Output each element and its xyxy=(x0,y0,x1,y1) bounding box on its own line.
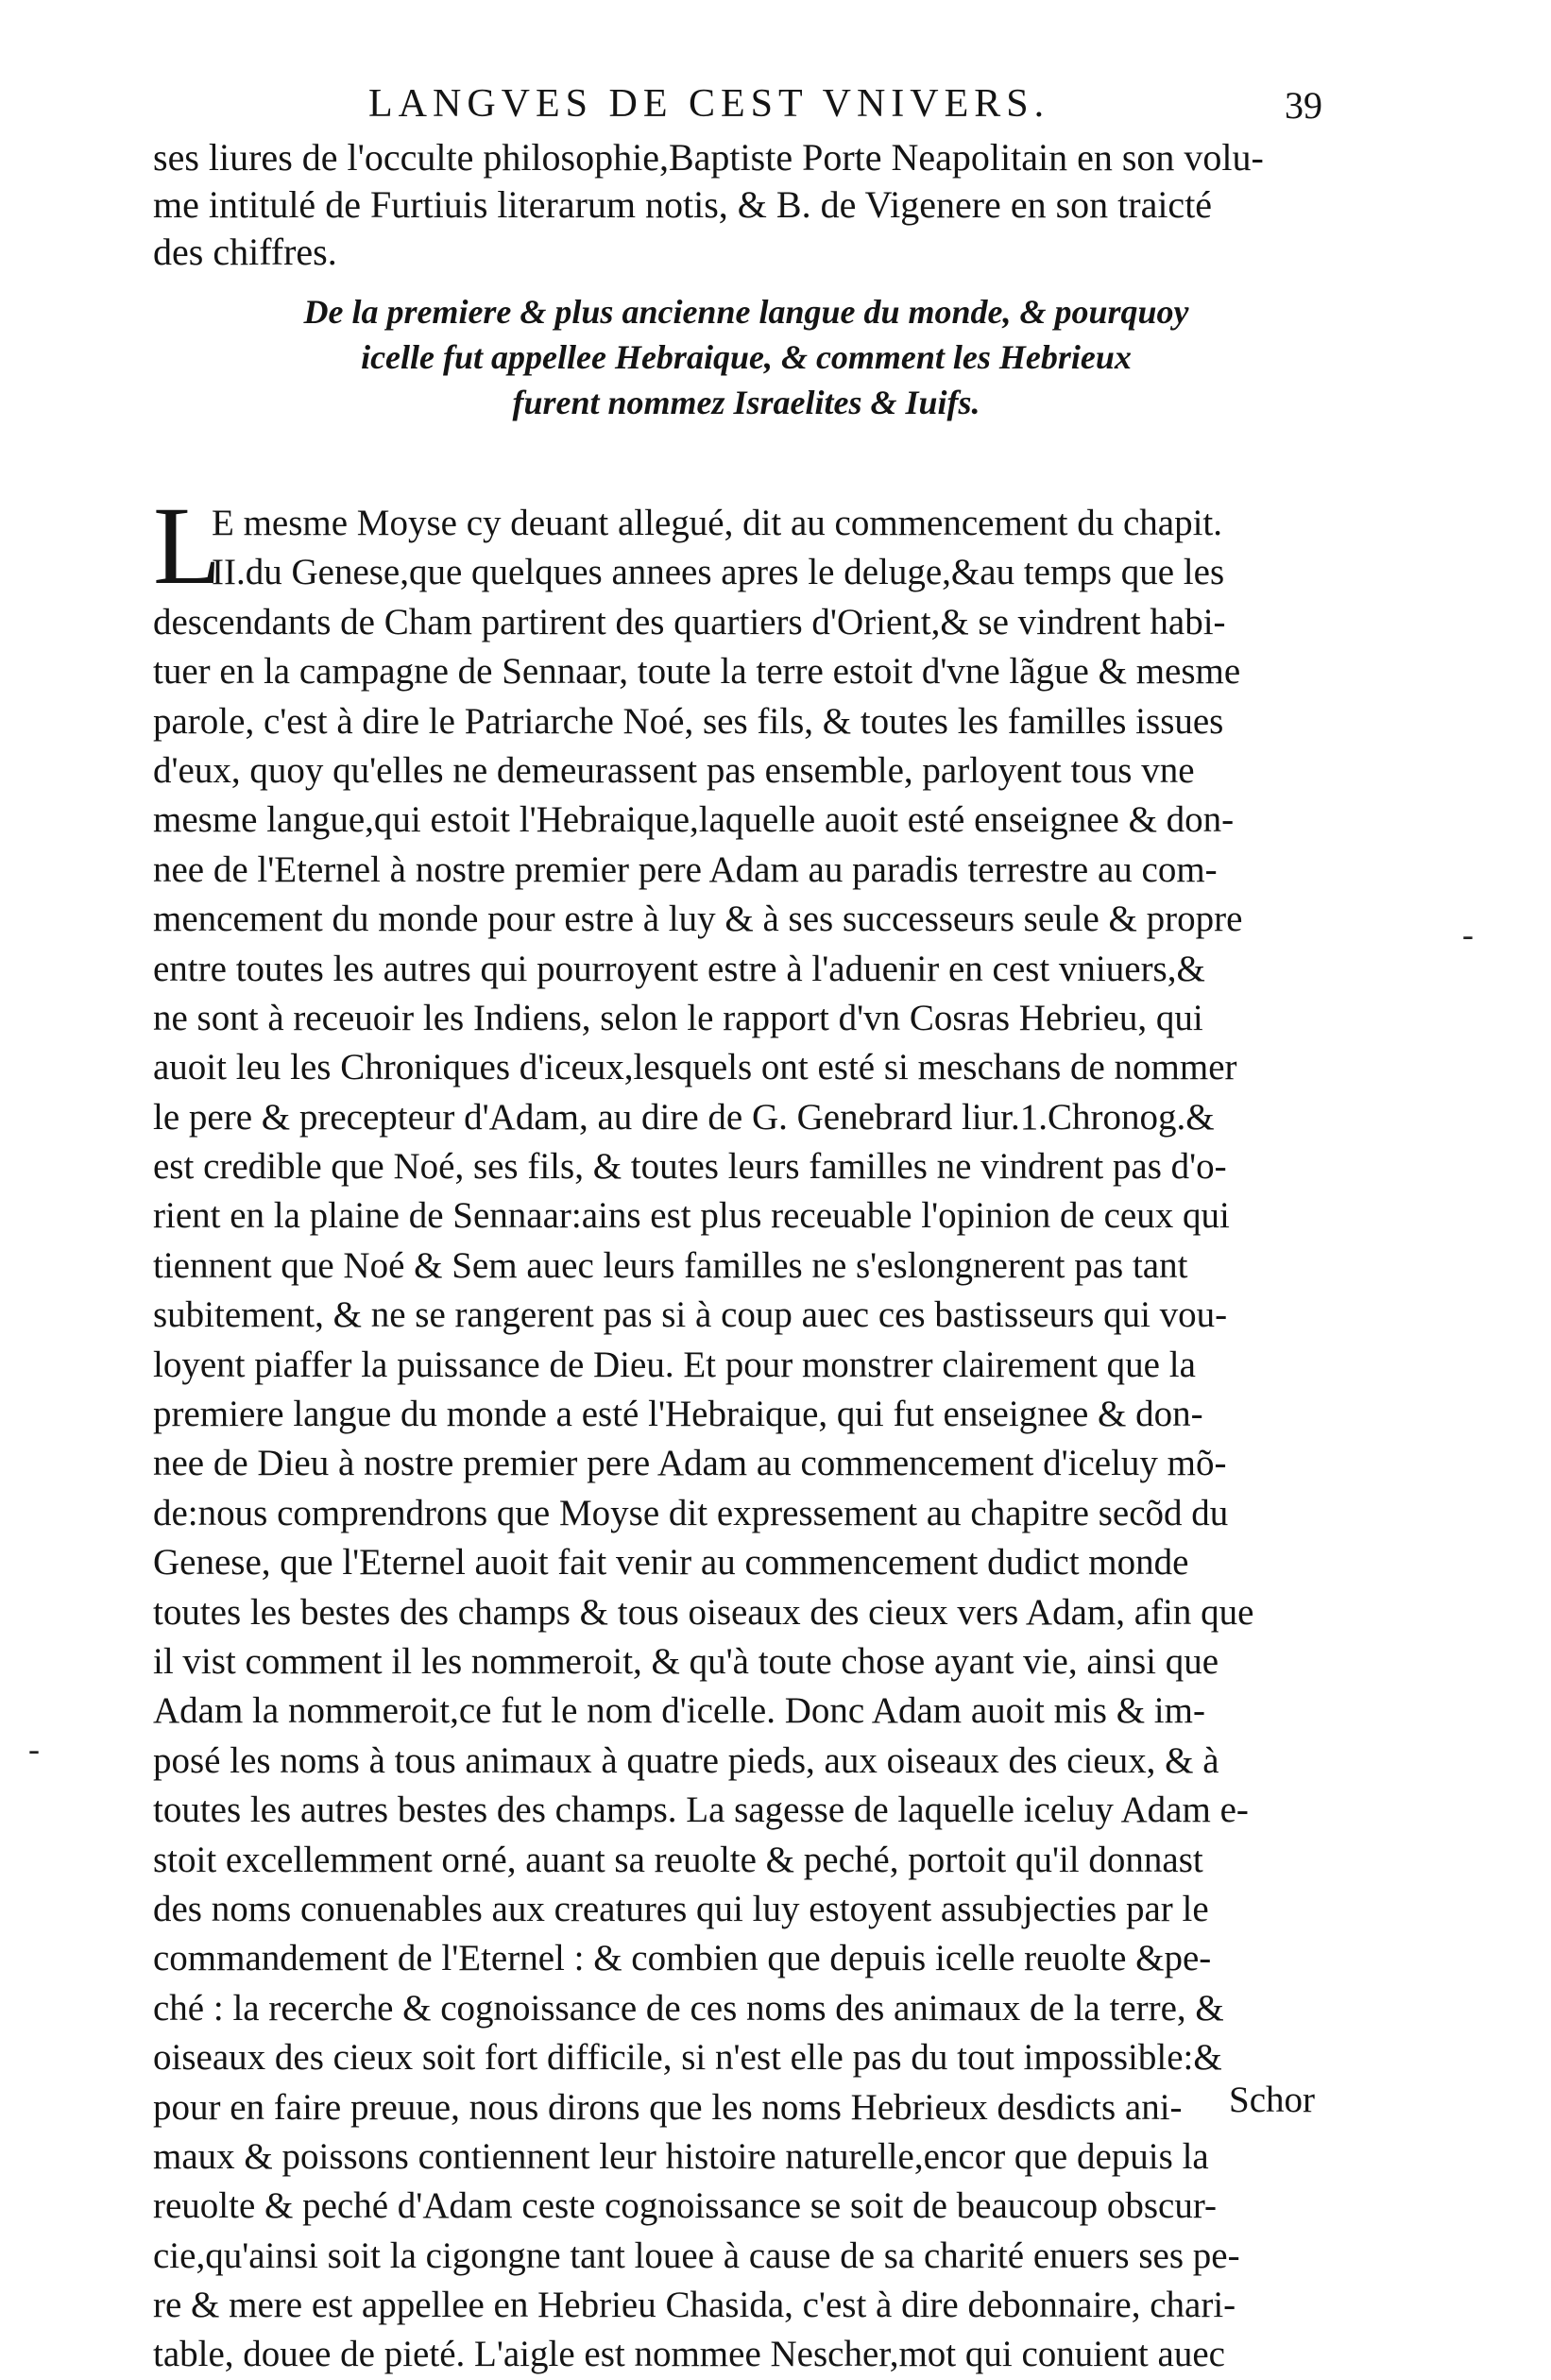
text-line: rient en la plaine de Sennaar:ains est plus receuable l'opinion de ceux qui xyxy=(153,1195,1230,1237)
text-line: le pere & precepteur d'Adam, au dire de G. Genebrard liur.1.Chronog.& xyxy=(153,1096,1215,1138)
text-line: loyent piaffer la puissance de Dieu. Et pour monstrer clairement que la xyxy=(153,1344,1196,1385)
text-line: Adam la nommeroit,ce fut le nom d'icelle. Donc Adam auoit mis & im- xyxy=(153,1690,1205,1732)
text-line: ché : la recerche & cognoissance de ces noms des animaux de la terre, & xyxy=(153,1987,1224,2029)
text-line: auoit leu les Chroniques d'iceux,lesquels ont esté si meschans de nommer xyxy=(153,1047,1237,1088)
text-line: subitement, & ne se rangerent pas si à coup auec ces bastisseurs qui vou- xyxy=(153,1294,1228,1336)
text-line: il vist comment il les nommeroit, & qu'à toute chose ayant vie, ainsi que xyxy=(153,1640,1219,1682)
text-line: premiere langue du monde a esté l'Hebraique, qui fut enseignee & don- xyxy=(153,1394,1203,1435)
text-line: cie,qu'ainsi soit la cigongne tant louee à cause de sa charité enuers ses pe- xyxy=(153,2234,1240,2276)
text-line: table, douee de pieté. L'aigle est nommee Nescher,mot qui conuient auec xyxy=(153,2334,1225,2375)
text-line: II.du Genese,que quelques annees apres le deluge,&au temps que les xyxy=(212,552,1225,593)
text-line: reuolte & peché d'Adam ceste cognoissance se soit de beaucoup obscur- xyxy=(153,2185,1218,2227)
text-line: toutes les bestes des champs & tous oiseaux des cieux vers Adam, afin que xyxy=(153,1591,1254,1633)
text-line: ses liures de l'occulte philosophie,Baptiste Porte Neapolitain en son volu- xyxy=(153,136,1264,179)
text-line: me intitulé de Furtiuis literarum notis, & B. de Vigenere en son traicté xyxy=(153,183,1213,226)
text-line: des noms conuenables aux creatures qui luy estoyent assubjecties par le xyxy=(153,1888,1209,1929)
text-line: toutes les autres bestes des champs. La sagesse de laquelle iceluy Adam e- xyxy=(153,1789,1249,1831)
text-line: ne sont à receuoir les Indiens, selon le rapport d'vn Cosras Hebrieu, qui xyxy=(153,997,1203,1038)
text-line: nee de l'Eternel à nostre premier pere Adam au paradis terrestre au com- xyxy=(153,848,1218,890)
intro-paragraph xyxy=(153,134,1324,276)
running-title: LANGVES DE CEST VNIVERS. xyxy=(368,82,1050,126)
page-number: 39 xyxy=(1285,84,1322,127)
body-text xyxy=(153,484,1329,2380)
text-line: mencement du monde pour estre à luy & à ses successeurs seule & propre xyxy=(153,899,1243,940)
text-line: posé les noms à tous animaux à quatre pieds, aux oiseaux des cieux, & à xyxy=(153,1739,1219,1781)
margin-tick-mark: ‐ xyxy=(1462,916,1474,953)
text-line: tiennent que Noé & Sem auec leurs familles ne s'eslongnerent pas tant xyxy=(153,1244,1188,1286)
margin-tick-mark: ‐ xyxy=(28,1730,40,1768)
text-line: d'eux, quoy qu'elles ne demeurassent pas ensemble, parloyent tous vne xyxy=(153,749,1195,791)
text-line: mesme langue,qui estoit l'Hebraique,laquelle auoit esté enseignee & don- xyxy=(153,799,1235,841)
text-line: entre toutes les autres qui pourroyent estre à l'aduenir en cest vniuers,& xyxy=(153,948,1205,989)
text-line-content: E mesme Moyse cy deuant allegué, dit au commencement du chapit. xyxy=(212,503,1222,543)
heading-line: furent nommez Israelites & Iuifs. xyxy=(512,384,980,421)
text-line: maux & poissons contiennent leur histoire naturelle,encor que depuis la xyxy=(153,2135,1209,2177)
text-line: oiseaux des cieux soit fort difficile, si n'est elle pas du tout impossible:& xyxy=(153,2037,1222,2079)
text-line: commandement de l'Eternel : & combien que depuis icelle reuolte &pe- xyxy=(153,1938,1212,1979)
heading-line: De la premiere & plus ancienne langue du monde, & pourquoy xyxy=(303,293,1189,331)
text-line: parole, c'est à dire le Patriarche Noé, ses fils, & toutes les familles issues xyxy=(153,700,1224,742)
text-line: est credible que Noé, ses fils, & toutes leurs familles ne vindrent pas d'o- xyxy=(153,1146,1227,1188)
text-line: Genese, que l'Eternel auoit fait venir au commencement dudict monde xyxy=(153,1542,1189,1584)
chapter-heading xyxy=(246,289,1247,425)
text-line: pour en faire preuue, nous dirons que les noms Hebrieux desdicts ani- xyxy=(153,2086,1183,2128)
text-line: descendants de Cham partirent des quartiers d'Orient,& se vindrent habi- xyxy=(153,601,1226,642)
heading-line: icelle fut appellee Hebraique, & comment les Hebrieux xyxy=(361,338,1132,376)
text-line: des chiffres. xyxy=(153,231,337,273)
text-line: re & mere est appellee en Hebrieu Chasida, c'est à dire debonnaire, chari- xyxy=(153,2285,1236,2326)
catchword: Schor xyxy=(1229,2080,1315,2120)
text-line: tuer en la campagne de Sennaar, toute la terre estoit d'vne lãgue & mesme xyxy=(153,651,1241,693)
text-line: nee de Dieu à nostre premier pere Adam au commencement d'iceluy mõ- xyxy=(153,1443,1227,1484)
text-line: stoit excellemment orné, auant sa reuolte & peché, portoit qu'il donnast xyxy=(153,1839,1203,1880)
text-line: de:nous comprendrons que Moyse dit expressement au chapitre secõd du xyxy=(153,1492,1229,1533)
page-header xyxy=(151,81,1322,138)
drop-cap: L xyxy=(153,484,222,608)
